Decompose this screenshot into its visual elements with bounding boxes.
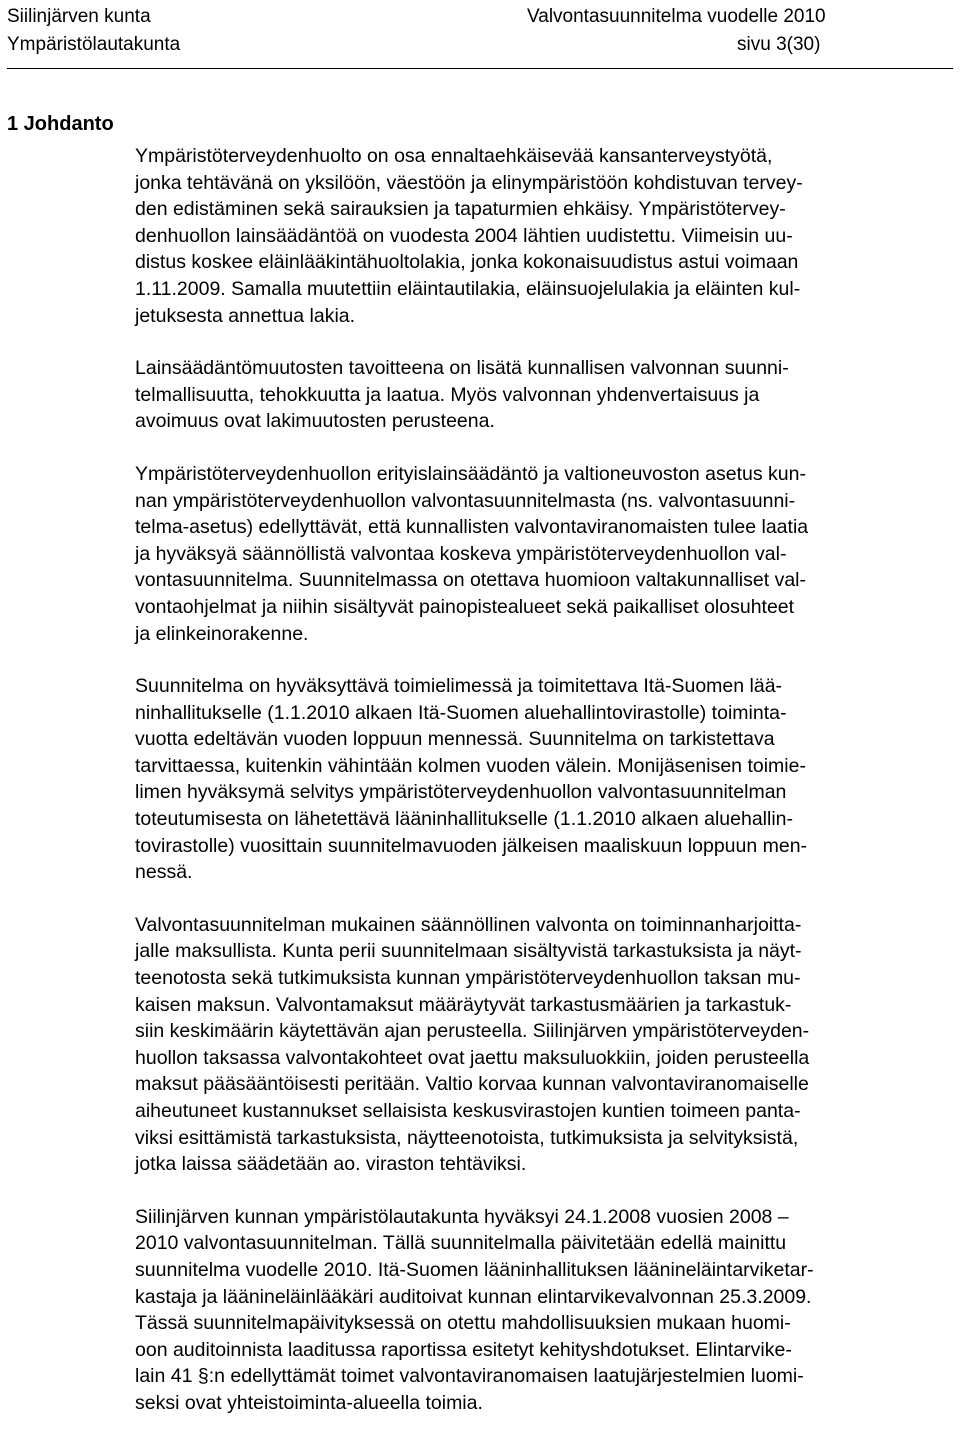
header-page-number: sivu 3(30) [737,34,821,55]
header-document-title: Valvontasuunnitelma vuodelle 2010 [527,6,826,27]
text-line: jotka laissa säädetään ao. viraston tehtäviksi. [135,1153,527,1176]
text-line: ninhallitukselle (1.1.2010 alkaen Itä-Suomen aluehallintovirastolle) toiminta- [135,701,787,724]
text-line: Valvontasuunnitelman mukainen säännöllinen valvonta on toiminnanharjoitta- [135,913,802,936]
text-line: toteutumisesta on lähetettävä lääninhallitukselle (1.1.2010 alkaen aluehallin- [135,808,794,831]
paragraph-1 [135,143,953,329]
text-line: telma-asetus) edellyttävät, että kunnallisten valvontaviranomaisten tulee laatia [135,516,809,539]
header-department: Ympäristölautakunta [7,34,181,55]
text-line: denhuollon lainsäädäntöä on vuodesta 2004 lähtien uudistettu. Viimeisin uu- [135,224,793,247]
text-line: limen hyväksymä selvitys ympäristöterveydenhuollon valvontasuunnitelman [135,781,787,804]
text-line: aiheutuneet kustannukset sellaisista keskusvirastojen kuntien toimeen panta- [135,1100,801,1122]
text-line: viksi esittämistä tarkastuksista, näytteenotoista, tutkimuksista ja selvityksistä, [135,1126,799,1149]
text-line: teenotosta sekä tutkimuksista kunnan ympäristöterveydenhuollon taksan mu- [135,967,801,990]
text-line: tovirastolle) vuosittain suunnitelmavuoden jälkeisen maaliskuun loppuun men- [135,834,808,857]
text-line: 2010 valvontasuunnitelman. Tällä suunnitelmalla päivitetään edellä mainittu [135,1232,787,1255]
text-line: Siilinjärven kunnan ympäristölautakunta hyväksyi 24.1.2008 vuosien 2008 – [135,1205,789,1228]
text-line: nan ympäristöterveydenhuollon valvontasuunnitelmasta (ns. valvontasuunni- [135,489,796,512]
text-line: seksi ovat yhteistoiminta-alueella toimia. [135,1391,483,1414]
text-line: jalle maksullista. Kunta perii suunnitelmaan sisältyvistä tarkastuksista ja näyt- [135,940,802,963]
text-line: Lainsäädäntömuutosten tavoitteena on lisätä kunnallisen valvonnan suunni- [135,357,789,380]
paragraph-5 [135,912,953,1178]
text-line: huollon taksassa valvontakohteet ovat jaettu maksuluokkiin, joiden perusteella [135,1046,810,1069]
text-line: jetuksesta annettua lakia. [135,304,356,327]
text-line: 1.11.2009. Samalla muutettiin eläintautilakia, eläinsuojelulakia ja eläinten kul- [135,277,801,300]
text-line: tarvittaessa, kuitenkin vähintään kolmen vuoden välein. Monijäsenisen toimie- [135,754,806,777]
header-divider [7,68,953,69]
page-header [7,0,953,68]
text-line: suunnitelma vuodelle 2010. Itä-Suomen lääninhallituksen läänineläintarviketar- [135,1258,814,1281]
paragraph-3 [135,461,953,647]
text-line: maksut pääsääntöisesti peritään. Valtio korvaa kunnan valvontaviranomaiselle [135,1073,809,1096]
text-line: Tässä suunnitelmapäivityksessä on otettu mahdollisuuksien mukaan huomi- [135,1312,791,1335]
text-line: oon auditoinnista laaditussa raportissa esitetyt kehityshdotukset. Elintarvike- [135,1338,792,1361]
text-line: vontasuunnitelma. Suunnitelmassa on otettava huomioon valtakunnalliset val- [135,569,806,592]
text-line: vuotta edeltävän vuoden loppuun mennessä. Suunnitelma on tarkistettava [135,728,775,751]
section-heading: 1 Johdanto [7,113,114,135]
text-line: ja elinkeinorakenne. [135,622,309,645]
text-line: distus koskee eläinlääkintähuoltolakia, jonka kokonaisuudistus astui voimaan [135,251,799,274]
section-body [135,143,953,1443]
text-line: jonka tehtävänä on yksilöön, väestöön ja elinympäristöön kohdistuvan tervey- [135,171,803,194]
text-line: lain 41 §:n edellyttämät toimet valvontaviranomaisen laatujärjestelmien luomi- [135,1365,804,1388]
text-line: kastaja ja läänineläinlääkäri auditoivat kunnan elintarvikevalvonnan 25.3.2009. [135,1285,812,1308]
header-organization: Siilinjärven kunta [7,6,151,27]
text-line: ja hyväksyä säännöllistä valvontaa koskeva ympäristöterveydenhuollon val- [135,542,787,565]
text-line: vontaohjelmat ja niihin sisältyvät painopistealueet sekä paikalliset olosuhteet [135,595,795,618]
text-line: Suunnitelma on hyväksyttävä toimielimessä ja toimitettava Itä-Suomen lää- [135,675,783,698]
text-line: kaisen maksun. Valvontamaksut määräytyvät tarkastusmäärien ja tarkastuk- [135,993,792,1016]
text-line: Ympäristöterveydenhuolto on osa ennaltaehkäisevää kansanterveystyötä, [135,145,773,167]
paragraph-4 [135,673,953,886]
paragraph-2 [135,355,953,435]
text-line: telmallisuutta, tehokkuutta ja laatua. Myös valvonnan yhdenvertaisuus ja [135,383,760,406]
text-line: den edistäminen sekä sairauksien ja tapaturmien ehkäisy. Ympäristötervey- [135,198,786,221]
paragraph-6 [135,1204,953,1417]
text-line: nessä. [135,861,193,884]
text-line: avoimuus ovat lakimuutosten perusteena. [135,410,495,433]
text-line: siin keskimäärin käytettävän ajan perusteella. Siilinjärven ympäristöterveyden- [135,1020,810,1043]
text-line: Ympäristöterveydenhuollon erityislainsäädäntö ja valtioneuvoston asetus kun- [135,462,806,485]
